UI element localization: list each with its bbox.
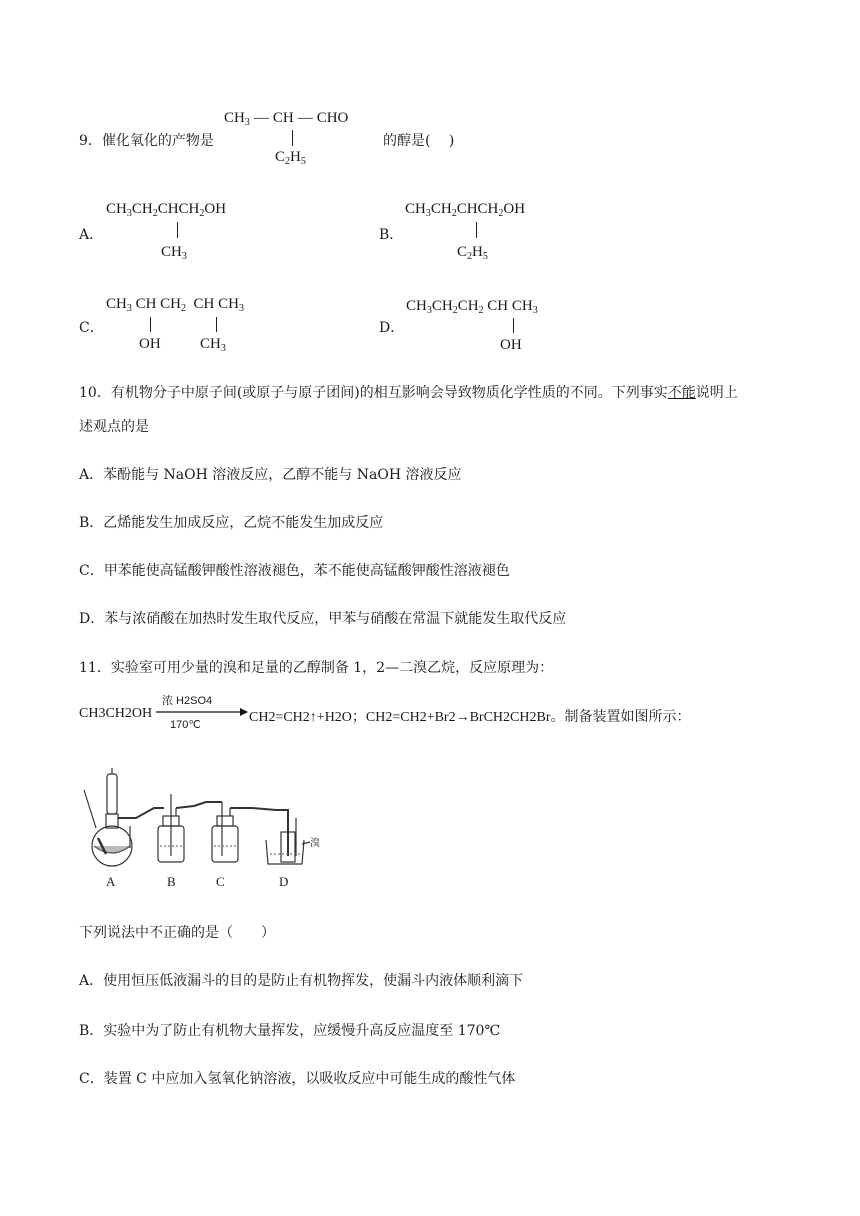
option-a-branch: $CH_3$ <box>161 244 187 262</box>
reaction-products: CH2=CH2↑+H2O；CH2=CH2+Br2→BrCH2CH2Br。制备装置如图所示： <box>249 710 691 725</box>
q11-question: 下列说法中不正确的是（ ） <box>79 925 275 941</box>
q10-stem-line2: 述观点的是 <box>79 419 149 435</box>
reaction-condition-top: 浓 H2SO4 <box>162 695 213 707</box>
option-c-branch-2: $CH_3$ <box>200 336 226 354</box>
option-d-branch: OH <box>500 337 522 353</box>
option-c-branch-1: OH <box>139 336 161 352</box>
q11-stem: 11．实验室可用少量的溴和足量的乙醇制备 1，2—二溴乙烷，反应原理为： <box>79 660 554 676</box>
q9-product-bond <box>292 130 293 146</box>
apparatus-label-b: B <box>167 874 176 889</box>
option-c-bond-2 <box>216 317 217 332</box>
option-label: B． <box>379 227 404 243</box>
option-b-branch: $C_2H_5$ <box>457 244 488 262</box>
option-b-main-chain: $CH_3CH_2CHCH_2OH$ <box>405 201 526 219</box>
q10-option-b[interactable]: B．乙烯能发生加成反应，乙烷不能发生加成反应 <box>79 515 384 531</box>
bromine-label: 溴 <box>310 838 320 849</box>
q11-option-c[interactable]: C．装置 C 中应加入氢氧化钠溶液，以吸收反应中可能生成的酸性气体 <box>79 1071 516 1087</box>
option-label: C． <box>79 320 104 336</box>
apparatus-label-c: C <box>216 874 225 889</box>
reaction-arrow <box>156 708 248 716</box>
q10-option-a[interactable]: A．苯酚能与 NaOH 溶液反应，乙醇不能与 NaOH 溶液反应 <box>79 467 462 483</box>
option-d-bond <box>513 318 514 333</box>
reaction-condition-bottom: 170℃ <box>170 719 201 731</box>
option-label: D． <box>379 320 405 336</box>
q11-option-b[interactable]: B．实验中为了防止有机物大量挥发，应缓慢升高反应温度至 170℃ <box>79 1023 501 1039</box>
option-c-bond-1 <box>150 317 151 332</box>
q9-stem-suffix: 的醇是( ) <box>383 133 455 149</box>
apparatus-label-a: A <box>106 874 116 889</box>
option-a-bond <box>177 222 178 238</box>
option-label: A． <box>79 227 104 243</box>
apparatus-label-d: D <box>279 874 289 889</box>
q11-option-a[interactable]: A．使用恒压低液漏斗的目的是防止有机物挥发，使漏斗内液体顺利滴下 <box>79 973 524 989</box>
option-d-main-chain: $CH_3CH_2CH_2$ CH $CH_3$ <box>406 298 538 316</box>
q9-product-branch: $C_2H_5$ <box>275 149 306 167</box>
apparatus-figure <box>76 768 326 896</box>
reaction-reactant: CH3CH2OH <box>79 706 153 721</box>
q9-product-main: $CH_3$ — CH — CHO <box>224 110 349 128</box>
q10-stem-line1: 10．有机物分子中原子间(或原子与原子团间)的相互影响会导致物质化学性质的不同。下列事实不能说明上 <box>79 385 738 401</box>
option-b-bond <box>476 222 477 238</box>
q9-stem-prefix: 9．催化氧化的产物是 <box>79 133 214 149</box>
q10-option-d[interactable]: D．苯与浓硝酸在加热时发生取代反应，甲苯与硝酸在常温下就能发生取代反应 <box>79 611 567 627</box>
q10-option-c[interactable]: C．甲苯能使高锰酸钾酸性溶液褪色，苯不能使高锰酸钾酸性溶液褪色 <box>79 563 510 579</box>
apparatus-drawing <box>76 768 326 896</box>
option-a-main-chain: $CH_3CH_2CHCH_2OH$ <box>106 201 227 219</box>
option-c-main-chain: $CH_3$ CH $CH_2$ CH $CH_3$ <box>106 296 244 314</box>
